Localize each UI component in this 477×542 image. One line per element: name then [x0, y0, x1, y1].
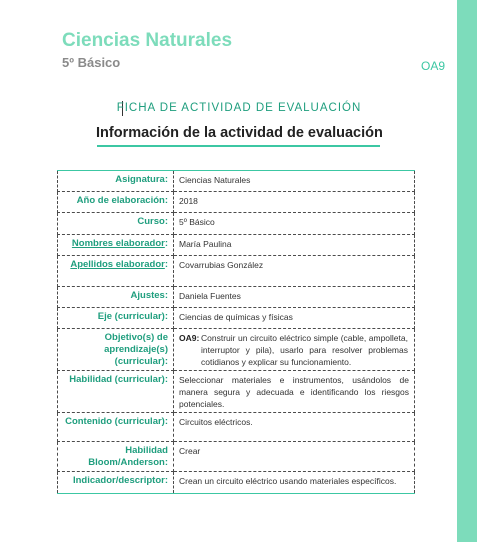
row-value[interactable]: Circuitos eléctricos. [174, 413, 415, 442]
row-label [58, 235, 174, 256]
row-value[interactable]: Crean un circuito eléctrico usando materiales específicos. [174, 472, 415, 494]
row-value[interactable]: Crear [174, 442, 415, 472]
row-value[interactable]: Ciencias Naturales [174, 171, 415, 192]
row-label-text: Nombres elaborador [71, 238, 165, 249]
row-label: Habilidad Bloom/Anderson: [58, 442, 174, 472]
row-value[interactable]: Seleccionar materiales e instrumentos, usándolos de manera segura y adecuada e identificando los riesgos potenciales. [174, 371, 415, 413]
oa-code: OA9 [421, 59, 446, 73]
section-title-underline [97, 145, 380, 147]
row-label: Asignatura: [58, 171, 174, 192]
row-label: Indicador/descriptor: [58, 472, 174, 494]
table-row-anio [58, 192, 415, 213]
row-label: Contenido (curricular): [58, 413, 174, 442]
table-row-eje [58, 308, 415, 329]
row-label: Ajustes: [58, 287, 174, 308]
row-value[interactable]: Ciencias de químicas y físicas [174, 308, 415, 329]
row-value[interactable]: Daniela Fuentes [174, 287, 415, 308]
row-value[interactable]: Covarrubias González [174, 256, 415, 287]
activity-info-table [57, 170, 415, 494]
table-row-objetivo [58, 329, 415, 371]
row-value[interactable]: 5º Básico [174, 213, 415, 235]
row-label [58, 256, 174, 287]
objective-text: Construir un circuito eléctrico simple (cable, ampolleta, interruptor y pila), usarlo para resolver problemas cotidianos y explicar su funcionamiento. [201, 333, 408, 367]
table-row-asignatura [58, 171, 415, 192]
grade-label: 5º Básico [62, 55, 121, 70]
table-row-ajustes [58, 287, 415, 308]
row-value[interactable]: 2018 [174, 192, 415, 213]
row-label: Habilidad (curricular): [58, 371, 174, 413]
section-title: Información de la actividad de evaluación [96, 125, 383, 141]
row-label: Objetivo(s) de aprendizaje(s) (curricular): [58, 329, 174, 371]
objective-code: OA9: [179, 333, 200, 343]
row-label: Año de elaboración: [58, 192, 174, 213]
row-label-colon: : [164, 259, 168, 270]
table-row-apellidos [58, 256, 415, 287]
table-row-nombres [58, 235, 415, 256]
sheet-title: FICHA DE ACTIVIDAD DE EVALUACIÓN [116, 102, 362, 114]
table-row-indicador [58, 472, 415, 494]
table-row-contenido [58, 413, 415, 442]
table-row-bloom [58, 442, 415, 472]
table-row-habilidad [58, 371, 415, 413]
row-label-text: Apellidos elaborador [70, 259, 165, 270]
page-side-band [457, 0, 477, 542]
table-row-curso [58, 213, 415, 235]
row-label: Eje (curricular): [58, 308, 174, 329]
row-label-colon: : [164, 238, 168, 249]
row-value[interactable] [174, 329, 415, 371]
row-label: Curso: [58, 213, 174, 235]
row-value[interactable]: María Paulina [174, 235, 415, 256]
subject-title: Ciencias Naturales [62, 30, 233, 51]
